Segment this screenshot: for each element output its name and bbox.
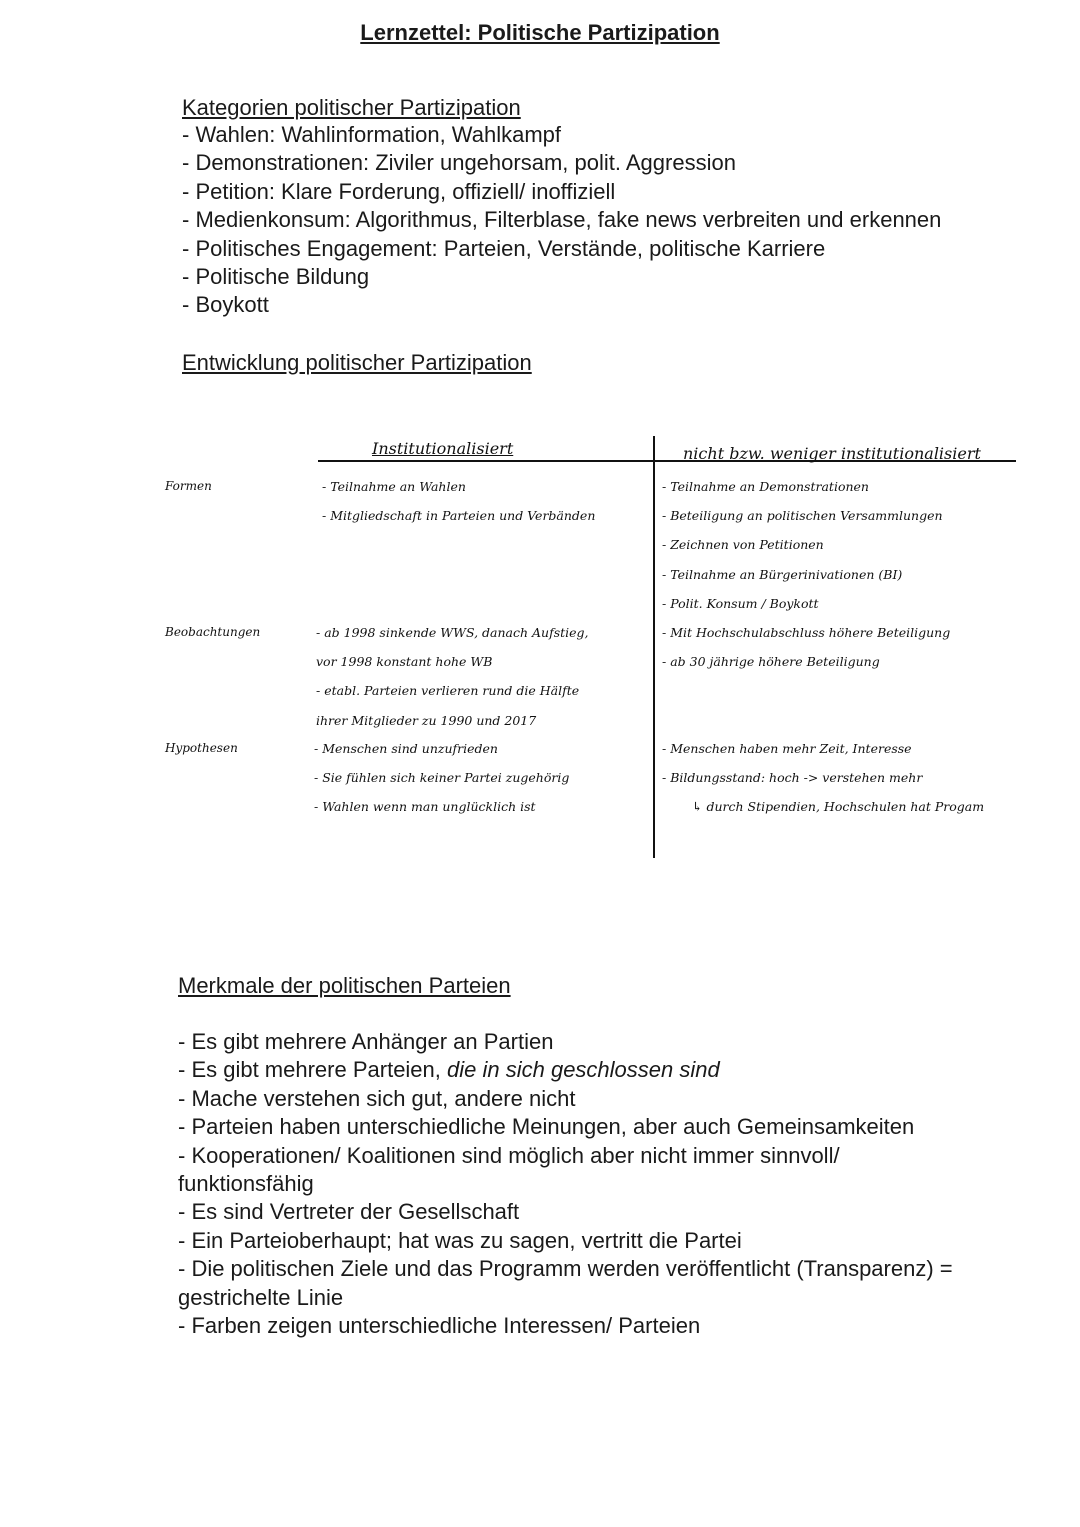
list-item: - etabl. Parteien verlieren rund die Hälfte (316, 683, 580, 699)
cell-beobachtungen-right (662, 618, 950, 676)
handwritten-table (0, 430, 1080, 870)
heading-kategorien: Kategorien politischer Partizipation (182, 95, 521, 120)
list-item: vor 1998 konstant hohe WB (316, 654, 493, 670)
cell-beobachtungen-left (316, 618, 589, 735)
heading-merkmale: Merkmale der politischen Parteien (178, 973, 511, 998)
row-label-formen: Formen (165, 479, 212, 493)
list-item-italic-text: die in sich geschlossen sind (447, 1057, 720, 1083)
row-label-hypothesen: Hypothesen (165, 741, 238, 755)
list-item: - Beteiligung an politischen Versammlungen (662, 508, 943, 524)
list-item: - Ein Parteioberhaupt; hat was zu sagen, vertritt die Partei (178, 1227, 742, 1253)
list-item: - Parteien haben unterschiedliche Meinungen, aber auch Gemeinsamkeiten (178, 1114, 915, 1140)
list-item: - Farben zeigen unterschiedliche Interessen/ Parteien (178, 1313, 701, 1339)
list-item: - Bildungsstand: hoch -> verstehen mehr (662, 770, 923, 786)
list-item: - Mache verstehen sich gut, andere nicht (178, 1085, 576, 1111)
list-item: funktionsfähig (178, 1171, 314, 1197)
list-item: - Teilnahme an Wahlen (322, 479, 466, 494)
list-kategorien (182, 121, 941, 320)
list-item: - ab 30 jährige höhere Beteiligung (662, 654, 880, 670)
page-title: Lernzettel: Politische Partizipation (360, 20, 720, 45)
list-item: - Petition: Klare Forderung, offiziell/ inoffiziell (182, 178, 616, 204)
list-item: ihrer Mitglieder zu 1990 und 2017 (316, 712, 537, 728)
list-item: - Teilnahme an Bürgerinivationen (BI) (662, 566, 903, 582)
list-item: - Polit. Konsum / Boykott (662, 595, 819, 611)
list-item: - Wahlen wenn man unglücklich ist (314, 799, 536, 815)
list-item: - Zeichnen von Petitionen (662, 537, 824, 553)
column-header-institutionalisiert: Institutionalisiert (372, 439, 514, 458)
list-item-text: - Es gibt mehrere Parteien, (178, 1057, 448, 1083)
list-item: - Politisches Engagement: Parteien, Verstände, politische Karriere (182, 235, 826, 261)
list-item: - Wahlen: Wahlinformation, Wahlkampf (182, 122, 562, 147)
list-item: - ab 1998 sinkende WWS, danach Aufstieg, (316, 625, 589, 640)
list-item: - Mitgliedschaft in Parteien und Verbänden (322, 508, 596, 524)
list-merkmale (178, 1028, 953, 1340)
table-column-divider (653, 436, 655, 858)
list-item: - Kooperationen/ Koalitionen sind möglich aber nicht immer sinnvoll/ (178, 1142, 840, 1168)
list-item: - Politische Bildung (182, 264, 370, 290)
heading-entwicklung: Entwicklung politischer Partizipation (182, 350, 532, 375)
list-item: - Mit Hochschulabschluss höhere Beteiligung (662, 625, 951, 640)
row-label-beobachtungen: Beobachtungen (165, 625, 261, 639)
list-item: - Sie fühlen sich keiner Partei zugehörig (314, 770, 570, 786)
cell-formen-right (662, 472, 943, 618)
list-item: - Die politischen Ziele und das Programm werden veröffentlicht (Transparenz) = (178, 1256, 953, 1282)
list-item: - Boykott (182, 292, 269, 318)
cell-hypothesen-left (314, 734, 569, 822)
list-item: - Teilnahme an Demonstrationen (662, 479, 869, 494)
list-item (178, 1056, 953, 1084)
cell-formen-left (322, 472, 595, 530)
list-item: - Demonstrationen: Ziviler ungehorsam, polit. Aggression (182, 150, 736, 176)
list-item: - Menschen sind unzufrieden (314, 741, 498, 756)
list-item: gestrichelte Linie (178, 1284, 344, 1310)
column-header-nicht-institutionalisiert: nicht bzw. weniger institutionalisiert (683, 444, 981, 463)
list-item: - Medienkonsum: Algorithmus, Filterblase, fake news verbreiten und erkennen (182, 207, 942, 233)
list-item: - Es gibt mehrere Anhänger an Partien (178, 1029, 554, 1054)
list-item: - Menschen haben mehr Zeit, Interesse (662, 741, 912, 756)
list-item: - Es sind Vertreter der Gesellschaft (178, 1199, 520, 1225)
list-item: ↳ durch Stipendien, Hochschulen hat Progam (692, 799, 985, 815)
cell-hypothesen-right (662, 734, 984, 822)
